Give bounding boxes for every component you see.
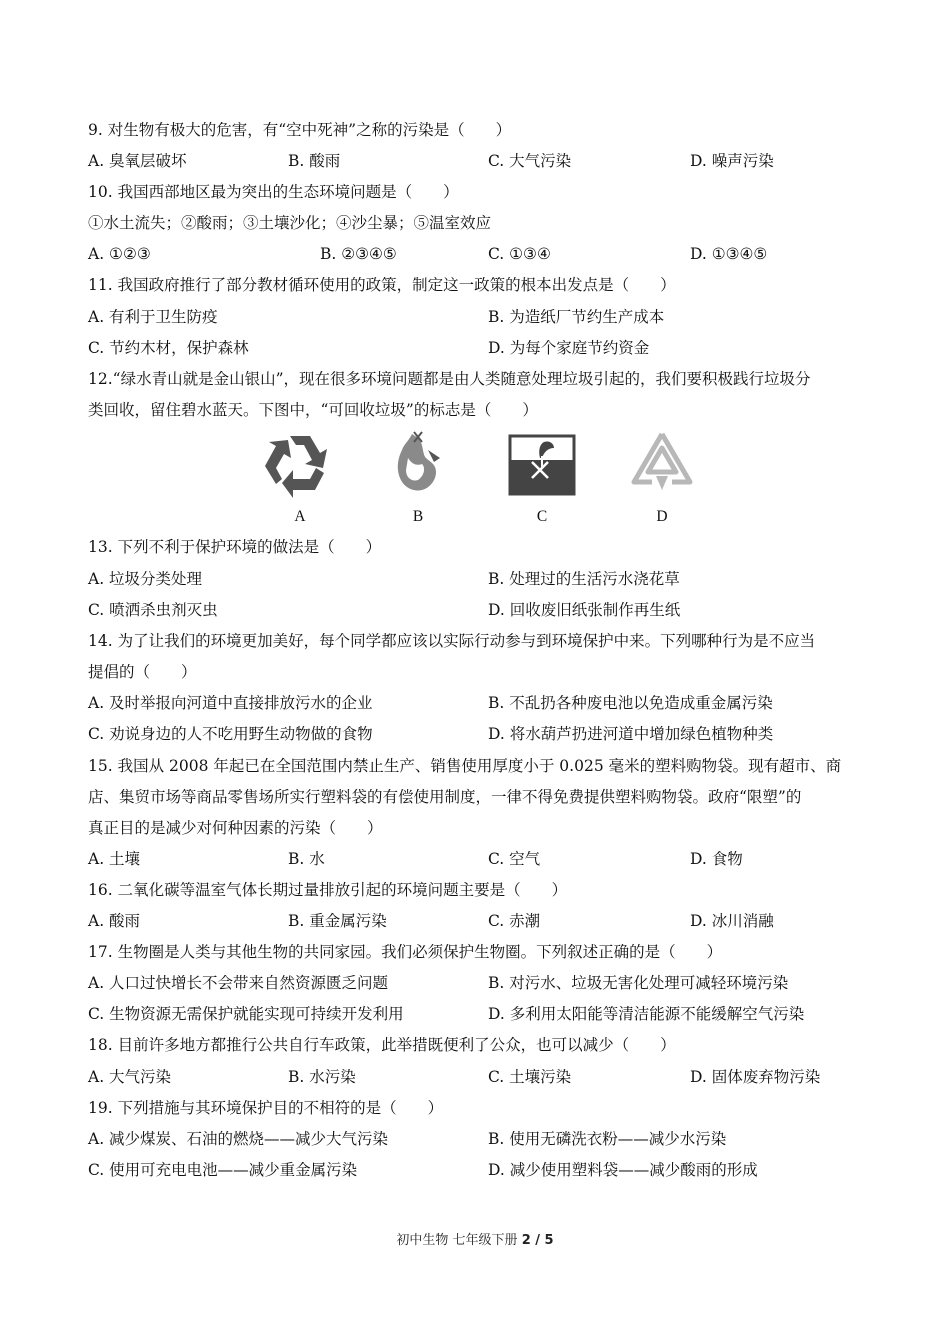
q18-option-a: A. 大气污染: [88, 1068, 172, 1086]
q16-option-d: D. 冰川消融: [690, 912, 774, 930]
footer-subject: 初中生物 七年级下册: [396, 1233, 522, 1248]
q12-label-a: A: [294, 508, 306, 525]
q17-option-d: D. 多利用太阳能等清洁能源不能缓解空气污染: [488, 1005, 805, 1023]
question-13-stem: 13. 下列不利于保护环境的做法是（ ）: [88, 538, 382, 556]
footer-page-number: 2 / 5: [521, 1233, 554, 1248]
q14-option-a: A. 及时举报向河道中直接排放污水的企业: [88, 694, 373, 712]
question-10-stem: 10. 我国西部地区最为突出的生态环境问题是（ ）: [88, 183, 459, 201]
q11-option-b: B. 为造纸厂节约生产成本: [488, 308, 665, 326]
triangle-recycle-icon: [622, 428, 702, 498]
q10-option-b: B. ②③④⑤: [320, 245, 397, 263]
q12-label-b: B: [412, 508, 424, 525]
q9-option-a: A. 臭氧层破坏: [88, 152, 187, 170]
q19-option-c: C. 使用可充电电池——减少重金属污染: [88, 1161, 358, 1179]
q19-option-a: A. 减少煤炭、石油的燃烧——减少大气污染: [88, 1130, 389, 1148]
q18-option-c: C. 土壤污染: [488, 1068, 572, 1086]
question-12-stem-line1: 12.“绿水青山就是金山银山”，现在很多环境问题都是由人类随意处理垃圾引起的，我们要积极践行垃圾分: [88, 370, 811, 388]
food-waste-icon: [378, 428, 458, 498]
q16-option-c: C. 赤潮: [488, 912, 541, 930]
q10-option-a: A. ①②③: [88, 245, 151, 263]
question-15-stem-line3: 真正目的是减少对何种因素的污染（ ）: [88, 819, 383, 837]
q10-option-c: C. ①③④: [488, 245, 551, 263]
page-footer: [0, 1229, 950, 1248]
q14-option-b: B. 不乱扔各种废电池以免造成重金属污染: [488, 694, 773, 712]
question-18-stem: 18. 目前许多地方都推行公共自行车政策，此举措既便利了公众，也可以减少（ ）: [88, 1036, 676, 1054]
question-11-stem: 11. 我国政府推行了部分教材循环使用的政策，制定这一政策的根本出发点是（ ）: [88, 276, 676, 294]
q10-option-d: D. ①③④⑤: [690, 245, 768, 263]
q12-icon-options: [0, 428, 950, 532]
q11-option-d: D. 为每个家庭节约资金: [488, 339, 650, 357]
question-15-stem-line1: 15. 我国从 2008 年起已在全国范围内禁止生产、销售使用厚度小于 0.025 毫米的塑料购物袋。现有超市、商: [88, 757, 842, 775]
q18-option-b: B. 水污染: [288, 1068, 356, 1086]
q15-option-c: C. 空气: [488, 850, 541, 868]
recycle-icon: [260, 428, 340, 498]
question-17-stem: 17. 生物圈是人类与其他生物的共同家园。我们必须保护生物圈。下列叙述正确的是（ ）: [88, 943, 723, 961]
q9-option-c: C. 大气污染: [488, 152, 572, 170]
other-waste-icon: [502, 428, 582, 498]
question-14-stem-line2: 提倡的（ ）: [88, 663, 197, 681]
question-12-stem-line2: 类回收，留住碧水蓝天。下图中，“可回收垃圾”的标志是（ ）: [88, 401, 538, 419]
question-10-items: ①水土流失；②酸雨；③土壤沙化；④沙尘暴；⑤温室效应: [88, 214, 492, 232]
q16-option-a: A. 酸雨: [88, 912, 141, 930]
q9-option-b: B. 酸雨: [288, 152, 341, 170]
q13-option-a: A. 垃圾分类处理: [88, 570, 203, 588]
q19-option-b: B. 使用无磷洗衣粉——减少水污染: [488, 1130, 727, 1148]
q17-option-a: A. 人口过快增长不会带来自然资源匮乏问题: [88, 974, 389, 992]
q12-label-c: C: [536, 508, 548, 525]
q14-option-d: D. 将水葫芦扔进河道中增加绿色植物种类: [488, 725, 774, 743]
q11-option-c: C. 节约木材，保护森林: [88, 339, 249, 357]
question-19-stem: 19. 下列措施与其环境保护目的不相符的是（ ）: [88, 1099, 444, 1117]
q13-option-b: B. 处理过的生活污水浇花草: [488, 570, 680, 588]
q13-option-c: C. 喷洒杀虫剂灭虫: [88, 601, 218, 619]
q12-label-d: D: [656, 508, 668, 525]
question-14-stem-line1: 14. 为了让我们的环境更加美好，每个同学都应该以实际行动参与到环境保护中来。下列哪种行为是不应当: [88, 632, 816, 650]
q15-option-d: D. 食物: [690, 850, 743, 868]
question-9-stem: 9. 对生物有极大的危害，有“空中死神”之称的污染是（ ）: [88, 121, 512, 139]
question-15-stem-line2: 店、集贸市场等商品零售场所实行塑料袋的有偿使用制度，一律不得免费提供塑料购物袋。政府“限塑”的: [88, 788, 802, 806]
q15-option-a: A. 土壤: [88, 850, 141, 868]
q17-option-c: C. 生物资源无需保护就能实现可持续开发利用: [88, 1005, 404, 1023]
q11-option-a: A. 有利于卫生防疫: [88, 308, 218, 326]
q9-option-d: D. 噪声污染: [690, 152, 774, 170]
q18-option-d: D. 固体废弃物污染: [690, 1068, 821, 1086]
q16-option-b: B. 重金属污染: [288, 912, 387, 930]
q17-option-b: B. 对污水、垃圾无害化处理可减轻环境污染: [488, 974, 789, 992]
q19-option-d: D. 减少使用塑料袋——减少酸雨的形成: [488, 1161, 758, 1179]
question-16-stem: 16. 二氧化碳等温室气体长期过量排放引起的环境问题主要是（ ）: [88, 881, 568, 899]
q13-option-d: D. 回收废旧纸张制作再生纸: [488, 601, 681, 619]
q15-option-b: B. 水: [288, 850, 325, 868]
q14-option-c: C. 劝说身边的人不吃用野生动物做的食物: [88, 725, 373, 743]
